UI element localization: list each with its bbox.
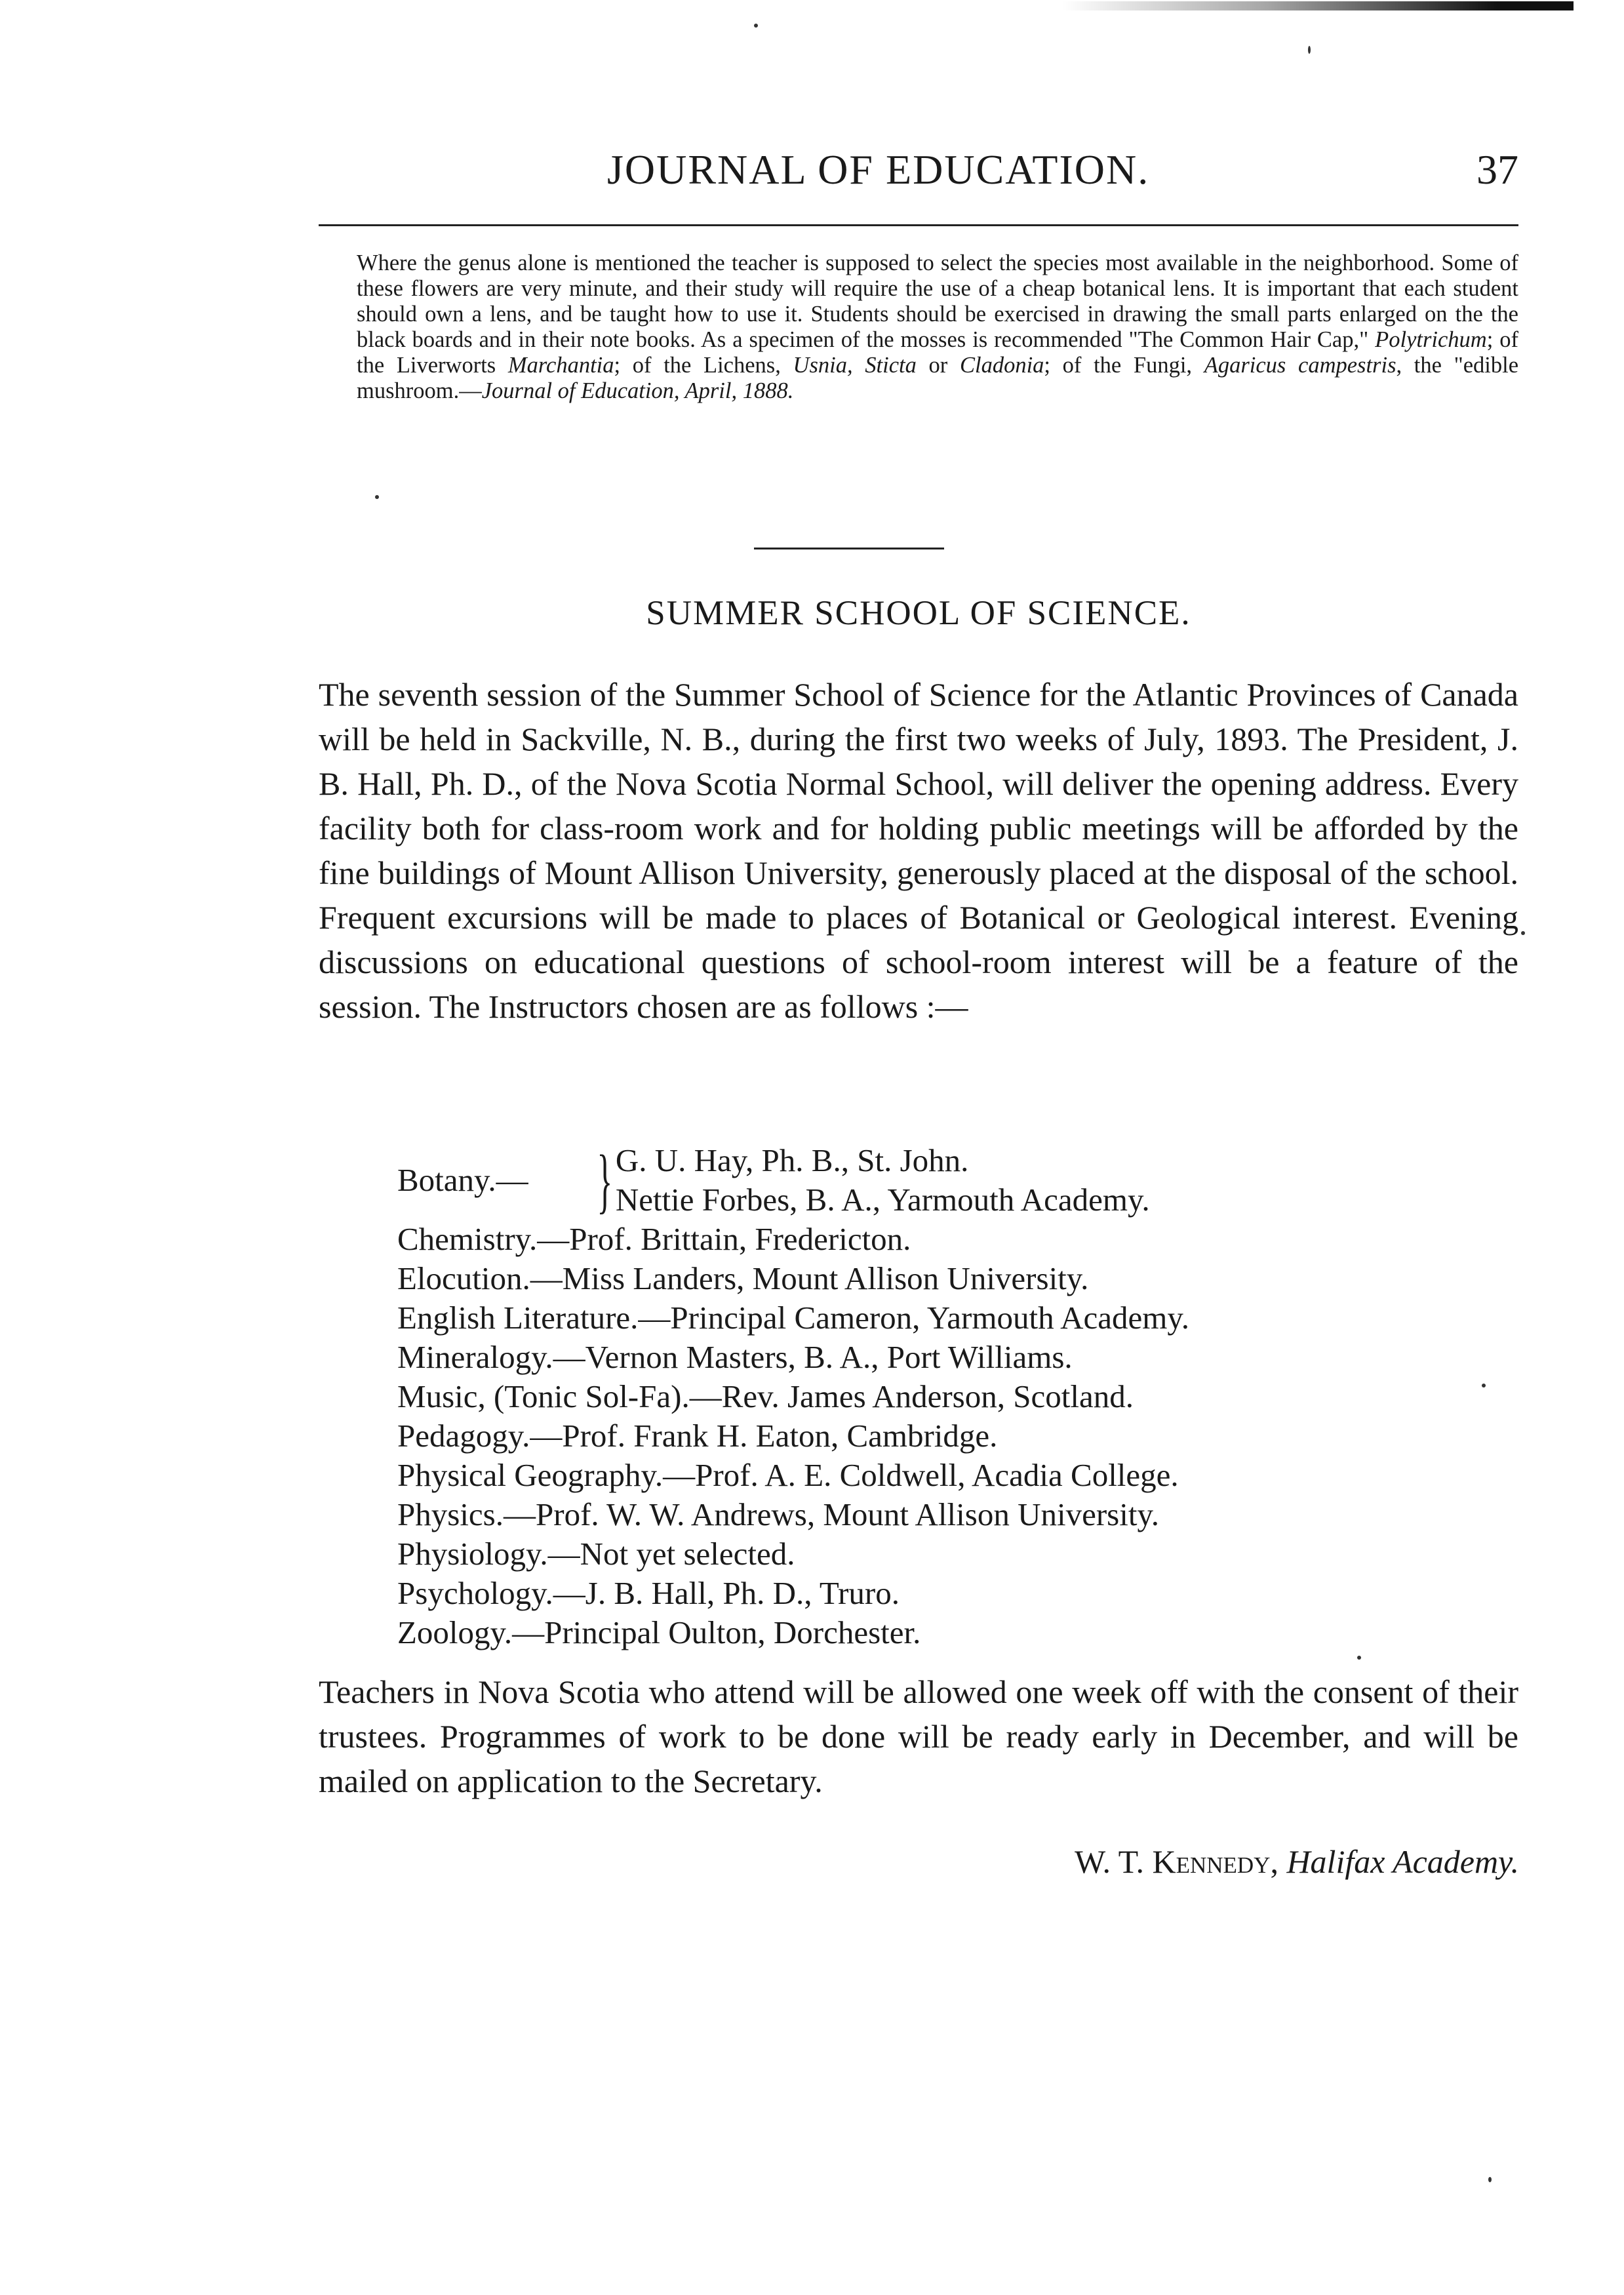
instructors-list	[397, 1141, 1499, 1652]
botany-label: Botany.—	[397, 1162, 528, 1198]
section-heading: SUMMER SCHOOL OF SCIENCE.	[646, 594, 1191, 632]
page-number: 37	[1476, 146, 1518, 193]
botany-instructors	[616, 1141, 1150, 1220]
scan-speck	[1308, 46, 1311, 54]
instructor-line: Psychology.—J. B. Hall, Ph. D., Truro.	[397, 1575, 900, 1611]
instructor-line: Physics.—Prof. W. W. Andrews, Mount Allison University.	[397, 1496, 1160, 1532]
brace-glyph: }	[597, 1140, 613, 1220]
scan-speck	[754, 24, 758, 28]
botany-instructor: Nettie Forbes, B. A., Yarmouth Academy.	[615, 1182, 1150, 1218]
note-seg-11: Journal of Education, April, 1888.	[481, 378, 794, 403]
scan-speck	[1488, 2177, 1492, 2182]
scan-speck	[1482, 1384, 1486, 1387]
instructor-line: Elocution.—Miss Landers, Mount Allison University.	[397, 1260, 1089, 1296]
header-rule	[319, 224, 1518, 226]
scan-speck	[375, 495, 379, 499]
signature-place: Halifax Academy.	[1286, 1843, 1519, 1880]
section-divider	[754, 548, 944, 549]
scan-speck	[1357, 1656, 1361, 1660]
note-seg-0: Where the genus alone is mentioned the teacher is supposed to select the species most available in the neighborhood. Some of these flowers are very minute, and their study will require the use of a cheap botanical lens. It is important that each student should own a lens, and be taught how to use it. Students should be exercised in drawing the small parts enlarged on the the black boards and in their note books. As a specimen of the mosses is recommended "The Common Hair Cap,"	[357, 250, 1518, 352]
note-seg-5: Usnia, Sticta	[793, 353, 917, 378]
intro-paragraph	[319, 672, 1518, 1029]
instructor-line: Mineralogy.—Vernon Masters, B. A., Port Williams.	[397, 1339, 1073, 1375]
note-seg-8: ; of the Fungi,	[1044, 353, 1204, 378]
note-seg-7: Cladonia	[959, 353, 1044, 378]
scan-speck	[1521, 931, 1525, 935]
note-seg-10: , the "edible mushroom.—	[357, 353, 1519, 403]
page-header	[319, 146, 1518, 211]
signature-name: W. T. Kennedy,	[1074, 1843, 1278, 1880]
instructor-line: Physical Geography.—Prof. A. E. Coldwell, Acadia College.	[397, 1457, 1179, 1493]
botany-entry	[397, 1141, 1499, 1220]
instructor-line: Physiology.—Not yet selected.	[397, 1536, 795, 1572]
signature	[1075, 1843, 1519, 1881]
botany-note	[357, 250, 1518, 404]
note-seg-4: ; of the Lichens,	[614, 353, 793, 378]
instructor-line: Music, (Tonic Sol-Fa).—Rev. James Anderson, Scotland.	[397, 1378, 1134, 1414]
instructor-line: Pedagogy.—Prof. Frank H. Eaton, Cambridge.	[397, 1418, 998, 1454]
note-seg-1: Polytrichum	[1375, 327, 1487, 352]
intro-paragraph-text: The seventh session of the Summer School of Science for the Atlantic Provinces of Canada will be held in Sackville, N. B., during the first two weeks of July, 1893. The President, J. B. Hall, Ph. D., of the Nova Scotia Normal School, will deliver the opening address. Every facility both for class-room work and for holding public meetings will be afforded by the fine buildings of Mount Allison University, generously placed at the disposal of the school. Frequent excursions will be made to places of Botanical or Geological interest. Evening discussions on educational questions of school-room interest will be a feature of the session. The Instructors chosen are as follows :—	[319, 676, 1518, 1025]
note-seg-2: ; of the Liverworts	[357, 327, 1518, 378]
scan-artifact-bar	[1062, 1, 1574, 10]
instructor-line: English Literature.—Principal Cameron, Yarmouth Academy.	[397, 1300, 1189, 1336]
note-seg-6: or	[916, 353, 960, 378]
note-seg-9: Agaricus campestris	[1204, 353, 1396, 378]
closing-paragraph-text: Teachers in Nova Scotia who attend will be allowed one week off with the consent of their trustees. Programmes of work to be done will be ready early in December, and will be mailed on application to the Secretary.	[319, 1673, 1518, 1799]
botany-instructor: G. U. Hay, Ph. B., St. John.	[615, 1142, 969, 1178]
instructor-line: Zoology.—Principal Oulton, Dorchester.	[397, 1614, 921, 1650]
botany-note-text	[357, 250, 1518, 404]
instructor-line: Chemistry.—Prof. Brittain, Fredericton.	[397, 1221, 911, 1257]
running-title: JOURNAL OF EDUCATION.	[607, 146, 1150, 193]
note-seg-3: Marchantia	[507, 353, 614, 378]
closing-paragraph	[319, 1669, 1518, 1803]
